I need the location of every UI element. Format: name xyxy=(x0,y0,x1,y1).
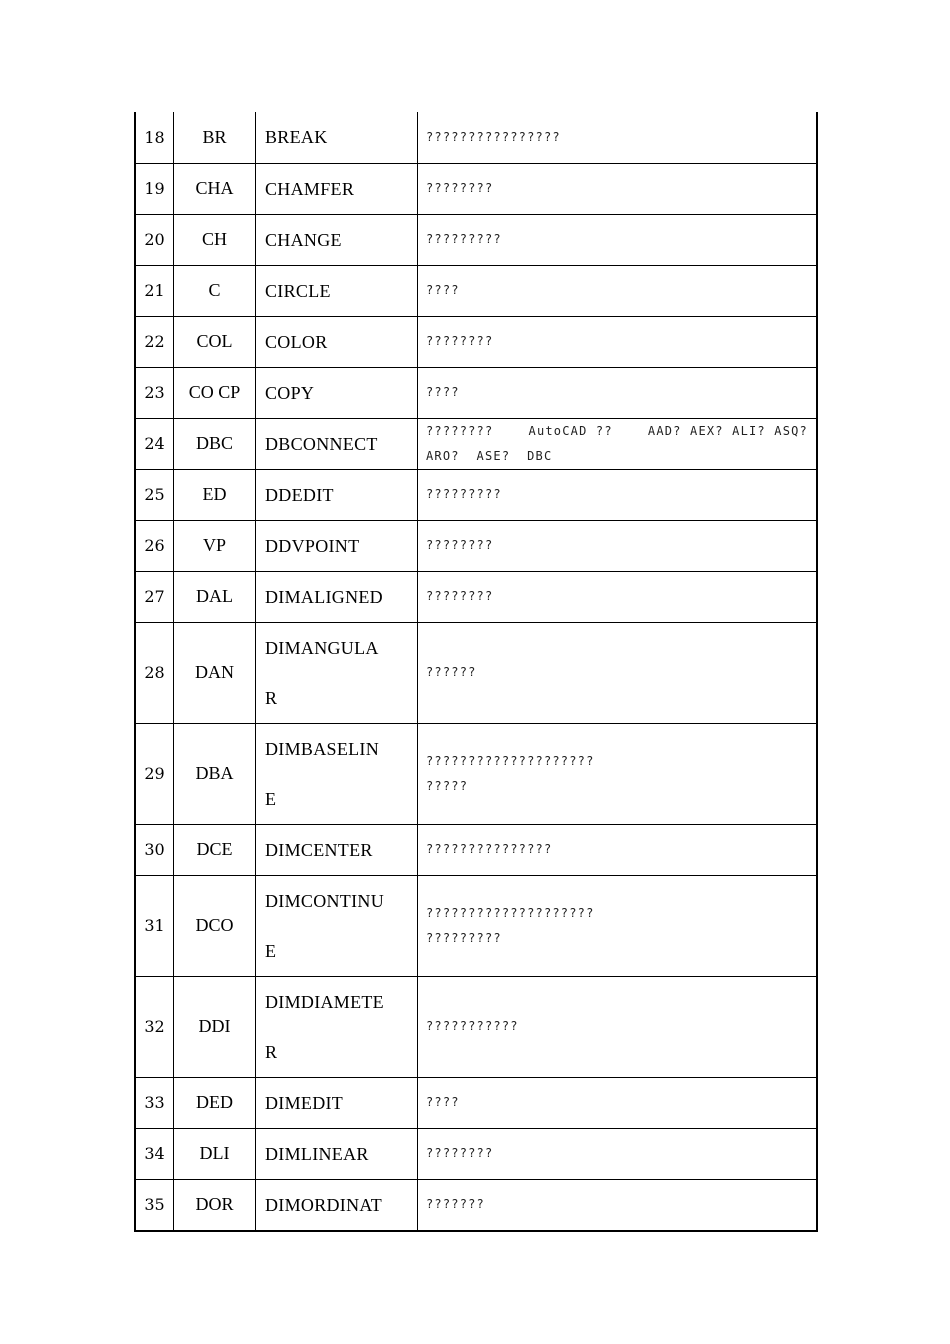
command-alias: CO CP xyxy=(174,367,256,418)
table-row xyxy=(135,214,817,265)
table-row xyxy=(135,571,817,622)
command-name: DIMCONTINU xyxy=(265,890,384,911)
command-description-cell xyxy=(418,214,818,265)
description-segment: AAD? AEX? ALI? ASQ? xyxy=(647,423,808,438)
table-row xyxy=(135,622,817,723)
command-alias: COL xyxy=(174,316,256,367)
command-alias: DBA xyxy=(174,723,256,824)
command-name-cell xyxy=(256,622,418,723)
row-number: 30 xyxy=(135,824,174,875)
command-name: DIMORDINAT xyxy=(265,1194,382,1215)
row-number: 28 xyxy=(135,622,174,723)
command-name-cell xyxy=(256,1077,418,1128)
command-description-cell xyxy=(418,316,818,367)
row-number: 19 xyxy=(135,163,174,214)
description-line: ??????????? xyxy=(426,1019,519,1033)
command-description-cell xyxy=(418,418,818,469)
description-line: ???????? xyxy=(426,181,494,195)
command-table-body xyxy=(135,112,817,1231)
description-line: ????? xyxy=(426,778,469,793)
command-name: CHANGE xyxy=(265,229,342,250)
command-alias: DAN xyxy=(174,622,256,723)
description-line: ARO? ASE? DBC xyxy=(426,448,553,463)
command-alias: C xyxy=(174,265,256,316)
command-name-cell xyxy=(256,163,418,214)
command-description-cell xyxy=(418,265,818,316)
row-number: 34 xyxy=(135,1128,174,1179)
command-name-cell xyxy=(256,418,418,469)
command-name: BREAK xyxy=(265,127,328,148)
command-alias: CHA xyxy=(174,163,256,214)
command-name: DIMLINEAR xyxy=(265,1143,369,1164)
command-description-cell xyxy=(418,571,818,622)
table-row xyxy=(135,112,817,163)
command-name-cell xyxy=(256,875,418,976)
table-row xyxy=(135,367,817,418)
table-row xyxy=(135,265,817,316)
command-name-cell xyxy=(256,976,418,1077)
command-name-cell xyxy=(256,214,418,265)
command-name: CIRCLE xyxy=(265,280,331,301)
command-name: DIMCENTER xyxy=(265,839,373,860)
row-number: 22 xyxy=(135,316,174,367)
command-name: E xyxy=(265,788,277,809)
command-name-cell xyxy=(256,723,418,824)
description-line: ?????? xyxy=(426,665,477,679)
description-line: ??????????????? xyxy=(426,842,553,856)
row-number: 21 xyxy=(135,265,174,316)
table-row xyxy=(135,1179,817,1231)
description-line: ???? xyxy=(426,385,460,399)
command-name-cell xyxy=(256,367,418,418)
table-row xyxy=(135,163,817,214)
table-row xyxy=(135,1128,817,1179)
description-line: ????????? xyxy=(426,487,502,501)
description-line: ???????? xyxy=(426,334,494,348)
command-name-cell xyxy=(256,316,418,367)
row-number: 32 xyxy=(135,976,174,1077)
command-alias: ED xyxy=(174,469,256,520)
table-row xyxy=(135,1077,817,1128)
command-description-cell xyxy=(418,1077,818,1128)
command-name: DDEDIT xyxy=(265,484,334,505)
row-number: 25 xyxy=(135,469,174,520)
row-number: 20 xyxy=(135,214,174,265)
command-name-cell xyxy=(256,1179,418,1231)
command-name: DIMANGULA xyxy=(265,637,379,658)
command-description-cell xyxy=(418,824,818,875)
command-name-cell xyxy=(256,520,418,571)
row-number: 31 xyxy=(135,875,174,976)
description-line: ???????????????????? xyxy=(426,905,595,920)
description-line: ???????? xyxy=(426,589,494,603)
description-line: ???? xyxy=(426,283,460,297)
command-name: DBCONNECT xyxy=(265,433,378,454)
command-name-cell xyxy=(256,469,418,520)
command-name: R xyxy=(265,687,278,708)
command-description-cell xyxy=(418,163,818,214)
command-alias: CH xyxy=(174,214,256,265)
command-description-cell xyxy=(418,875,818,976)
command-name: DIMALIGNED xyxy=(265,586,383,607)
command-name: DDVPOINT xyxy=(265,535,360,556)
row-number: 24 xyxy=(135,418,174,469)
command-alias: VP xyxy=(174,520,256,571)
command-table xyxy=(134,112,818,1232)
command-name: DIMBASELIN xyxy=(265,738,379,759)
table-row xyxy=(135,824,817,875)
table-row xyxy=(135,316,817,367)
command-name: DIMDIAMETE xyxy=(265,991,384,1012)
row-number: 26 xyxy=(135,520,174,571)
row-number: 33 xyxy=(135,1077,174,1128)
table-row xyxy=(135,418,817,469)
row-number: 27 xyxy=(135,571,174,622)
command-alias: DED xyxy=(174,1077,256,1128)
command-name: R xyxy=(265,1041,278,1062)
table-row xyxy=(135,976,817,1077)
row-number: 18 xyxy=(135,112,174,163)
command-description-cell xyxy=(418,469,818,520)
command-description-cell xyxy=(418,723,818,824)
command-name-cell xyxy=(256,112,418,163)
command-description-cell xyxy=(418,622,818,723)
command-alias: DDI xyxy=(174,976,256,1077)
description-line: ????????? xyxy=(426,930,502,945)
description-segment: AutoCAD ?? xyxy=(528,423,613,438)
command-name: E xyxy=(265,940,277,961)
row-number: 23 xyxy=(135,367,174,418)
command-description-cell xyxy=(418,112,818,163)
command-name: COPY xyxy=(265,382,315,403)
command-alias: BR xyxy=(174,112,256,163)
description-line: ???? xyxy=(426,1095,460,1109)
command-alias: DCE xyxy=(174,824,256,875)
command-name-cell xyxy=(256,1128,418,1179)
command-alias: DLI xyxy=(174,1128,256,1179)
description-line: ???????????????? xyxy=(426,129,561,144)
row-number: 29 xyxy=(135,723,174,824)
command-description-cell xyxy=(418,976,818,1077)
command-name-cell xyxy=(256,824,418,875)
command-alias: DOR xyxy=(174,1179,256,1231)
command-alias: DCO xyxy=(174,875,256,976)
command-name: COLOR xyxy=(265,331,328,352)
command-description-cell xyxy=(418,367,818,418)
description-line xyxy=(426,419,808,444)
command-name-cell xyxy=(256,571,418,622)
description-line: ???????? xyxy=(426,1146,494,1160)
description-segment: ???????? xyxy=(426,423,494,438)
command-name-cell xyxy=(256,265,418,316)
command-description-cell xyxy=(418,1179,818,1231)
table-row xyxy=(135,723,817,824)
row-number: 35 xyxy=(135,1179,174,1231)
command-description-cell xyxy=(418,520,818,571)
command-alias: DBC xyxy=(174,418,256,469)
description-line: ??????? xyxy=(426,1197,485,1211)
table-row xyxy=(135,520,817,571)
description-line: ???????? xyxy=(426,538,494,552)
table-row xyxy=(135,875,817,976)
command-description-cell xyxy=(418,1128,818,1179)
description-line: ???????????????????? xyxy=(426,753,595,768)
description-line: ????????? xyxy=(426,232,502,246)
command-alias: DAL xyxy=(174,571,256,622)
command-name: DIMEDIT xyxy=(265,1092,344,1113)
command-name: CHAMFER xyxy=(265,178,355,199)
table-row xyxy=(135,469,817,520)
